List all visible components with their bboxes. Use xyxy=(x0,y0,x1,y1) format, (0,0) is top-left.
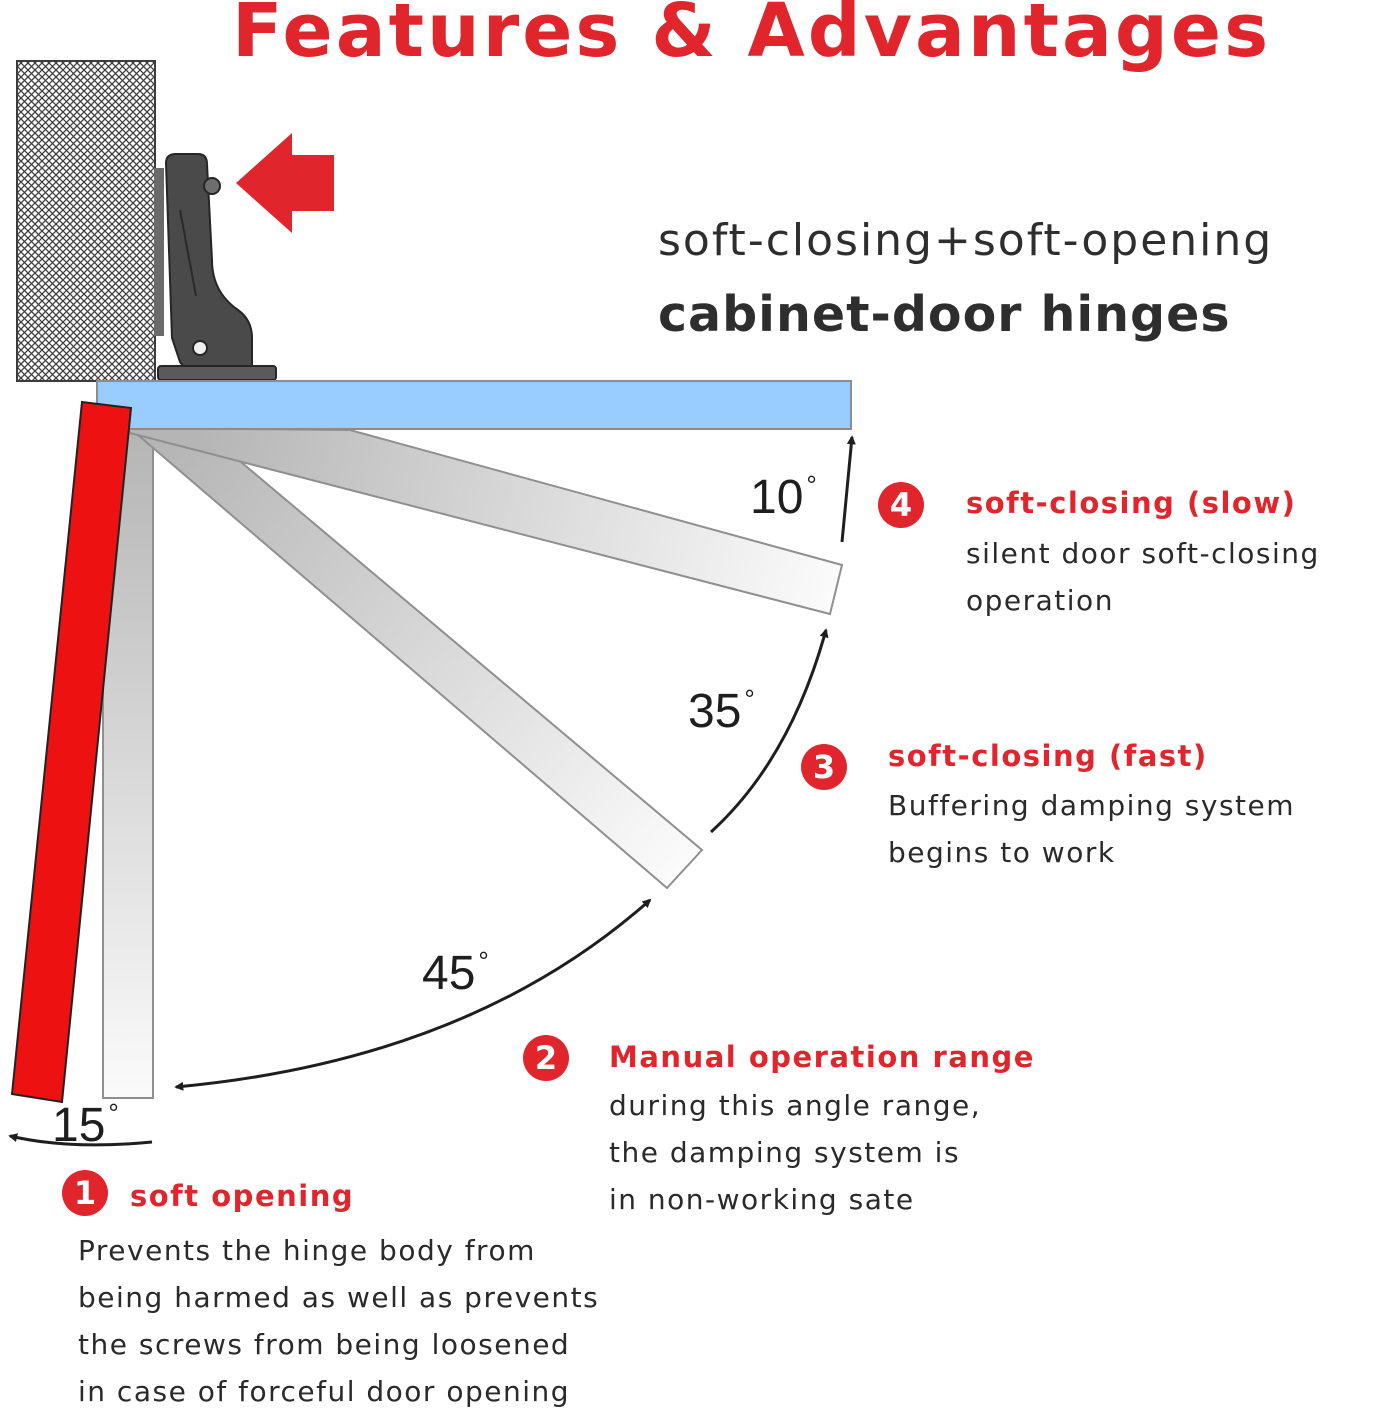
degree-symbol: ° xyxy=(108,1098,119,1128)
step-description xyxy=(888,782,1295,876)
page-title: Features & Advantages xyxy=(232,0,1272,74)
cabinet-side-panel xyxy=(17,61,155,381)
description-line: in case of forceful door opening xyxy=(78,1375,570,1408)
step-number-badge: 4 xyxy=(878,482,924,528)
arc-10 xyxy=(842,437,852,542)
description-line: Buffering damping system xyxy=(888,789,1296,822)
description-line: begins to work xyxy=(888,836,1116,869)
degree-symbol: ° xyxy=(478,946,489,976)
description-line: Prevents the hinge body from xyxy=(78,1234,536,1267)
door-ghost-10 xyxy=(128,428,842,614)
angle-value: 10 xyxy=(750,471,804,524)
angle-value: 45 xyxy=(422,947,476,1000)
step-number-badge: 1 xyxy=(62,1170,108,1216)
degree-symbol: ° xyxy=(806,470,817,500)
arc-45 xyxy=(176,900,650,1087)
subtitle-line-2: cabinet-door hinges xyxy=(658,286,1231,343)
step-title: soft-closing (fast) xyxy=(888,739,1208,773)
degree-symbol: ° xyxy=(744,684,755,714)
step-title: soft-closing (slow) xyxy=(966,486,1297,520)
step-title: soft opening xyxy=(130,1179,355,1213)
step-description xyxy=(609,1082,981,1223)
step-title: Manual operation range xyxy=(609,1040,1035,1074)
step-number-badge: 2 xyxy=(523,1035,569,1081)
subtitle-line-1: soft-closing+soft-opening xyxy=(658,215,1274,266)
description-line: in non-working sate xyxy=(609,1183,915,1216)
angle-value: 15 xyxy=(52,1099,106,1152)
step-number-badge: 3 xyxy=(801,744,847,790)
angle-value: 35 xyxy=(688,685,742,738)
description-line: being harmed as well as prevents xyxy=(78,1281,600,1314)
description-line: operation xyxy=(966,584,1114,617)
door-closed xyxy=(97,381,851,429)
description-line: the screws from being loosened xyxy=(78,1328,571,1361)
description-line: during this angle range, xyxy=(609,1089,982,1122)
description-line: silent door soft-closing xyxy=(966,537,1320,570)
angle-label-10 xyxy=(750,470,817,524)
step-description xyxy=(966,530,1320,624)
red-left-arrow-icon xyxy=(236,133,334,233)
angle-label-35 xyxy=(688,684,755,738)
description-line: the damping system is xyxy=(609,1136,961,1169)
angle-label-15 xyxy=(52,1098,119,1152)
step-description xyxy=(78,1227,599,1415)
angle-label-45 xyxy=(422,946,489,1000)
